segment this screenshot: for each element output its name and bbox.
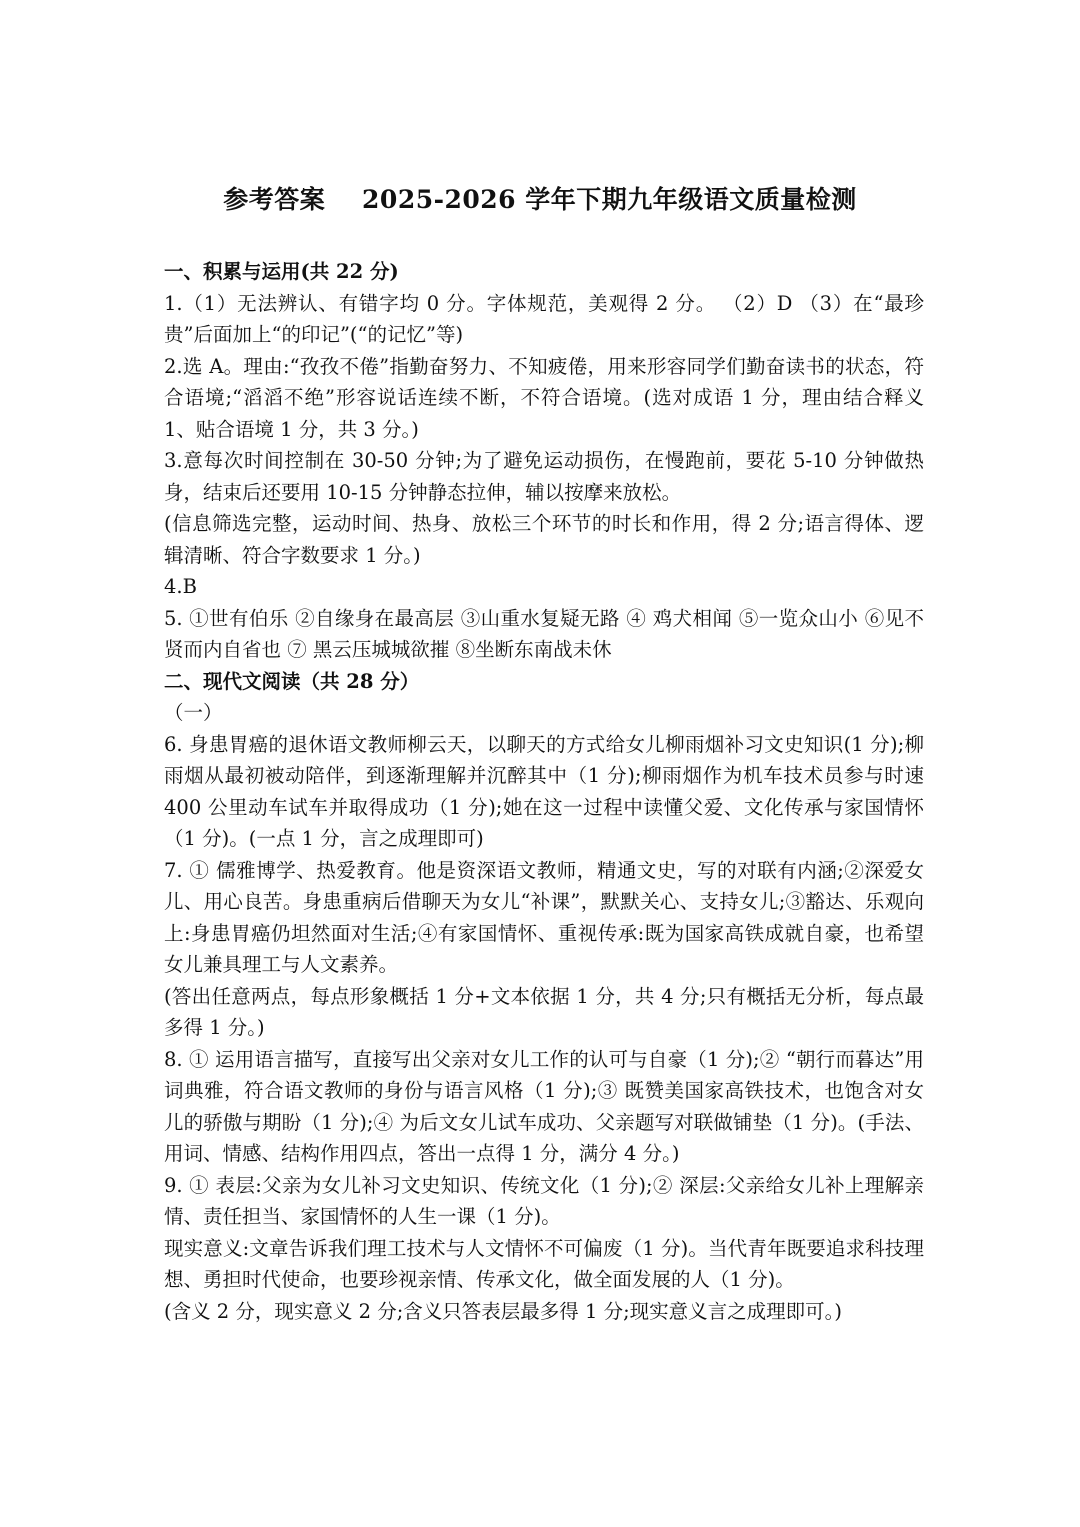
answer-content xyxy=(164,256,924,1327)
answer-7-scoring: (答出任意两点，每点形象概括 1 分+文本依据 1 分，共 4 分;只有概括无分析，每点最多得 1 分。) xyxy=(164,984,924,1039)
answer-6: 6. 身患胃癌的退休语文教师柳云天，以聊天的方式给女儿柳雨烟补习文史知识(1 分);柳雨烟从最初被动陪伴，到逐渐理解并沉醉其中（1 分);柳雨烟作为机车技术员参与时速 400 公里动车试车并取得成功（1 分);她在这一过程中读懂父爱、文化传承与家国情怀（1 分)。(一点 1 分，言之成理即可) xyxy=(164,732,924,850)
answer-3-scoring: (信息筛选完整，运动时间、热身、放松三个环节的时长和作用，得 2 分;语言得体、逻辑清晰、符合字数要求 1 分。) xyxy=(164,512,924,567)
page-title: 参考答案 2025-2026 学年下期九年级语文质量检测 xyxy=(223,185,857,214)
answer-7: 7. ① 儒雅博学、热爱教育。他是资深语文教师，精通文史，写的对联有内涵;②深爱女儿、用心良苦。身患重病后借聊天为女儿“补课”，默默关心、支持女儿;③豁达、乐观向上:身患胃癌仍坦然面对生活;④有家国情怀、重视传承:既为国家高铁成就自豪，也希望女儿兼具理工与人文素养。 xyxy=(164,858,924,976)
answer-4: 4.B xyxy=(164,575,197,598)
answer-9-scoring: (含义 2 分，现实意义 2 分;含义只答表层最多得 1 分;现实意义言之成理即可。) xyxy=(164,1299,843,1323)
answer-5: 5. ①世有伯乐 ②自缘身在最高层 ③山重水复疑无路 ④ 鸡犬相闻 ⑤一览众山小 ⑥见不贤而内自省也 ⑦ 黑云压城城欲摧 ⑧坐断东南战未休 xyxy=(164,606,924,661)
answer-2: 2.选 A。理由:“孜孜不倦”指勤奋努力、不知疲倦，用来形容同学们勤奋读书的状态，符合语境;“滔滔不绝”形容说话连续不断，不符合语境。(选对成语 1 分，理由结合释义 1、贴合语境 1 分，共 3 分。) xyxy=(164,354,924,441)
answer-3: 3.意每次时间控制在 30-50 分钟;为了避免运动损伤，在慢跑前，要花 5-10 分钟做热身，结束后还要用 10-15 分钟静态拉伸，辅以按摩来放松。 xyxy=(164,449,924,504)
section-2-heading: 二、现代文阅读（共 28 分） xyxy=(164,669,420,693)
section-1-heading: 一、积累与运用(共 22 分) xyxy=(164,260,399,283)
answer-9: 9. ① 表层:父亲为女儿补习文史知识、传统文化（1 分);② 深层:父亲给女儿补上理解亲情、责任担当、家国情怀的人生一课（1 分)。 xyxy=(164,1173,924,1228)
answer-8: 8. ① 运用语言描写，直接写出父亲对女儿工作的认可与自豪（1 分);② “朝行而暮达”用词典雅，符合语文教师的身份与语言风格（1 分);③ 既赞美国家高铁技术，也饱含对女儿的骄傲与期盼（1 分);④ 为后文女儿试车成功、父亲题写对联做铺垫（1 分)。(手法、用词、情感、结构作用四点，答出一点得 1 分，满分 4 分。) xyxy=(164,1047,924,1165)
subsection-1: （一） xyxy=(164,701,223,724)
answer-1: 1.（1）无法辨认、有错字均 0 分。字体规范，美观得 2 分。 （2）D （3）在“最珍贵”后面加上“的印记”(“的记忆”等) xyxy=(164,291,924,346)
answer-9-significance: 现实意义:文章告诉我们理工技术与人文情怀不可偏废（1 分)。当代青年既要追求科技理想、勇担时代使命，也要珍视亲情、传承文化，做全面发展的人（1 分)。 xyxy=(164,1236,924,1291)
